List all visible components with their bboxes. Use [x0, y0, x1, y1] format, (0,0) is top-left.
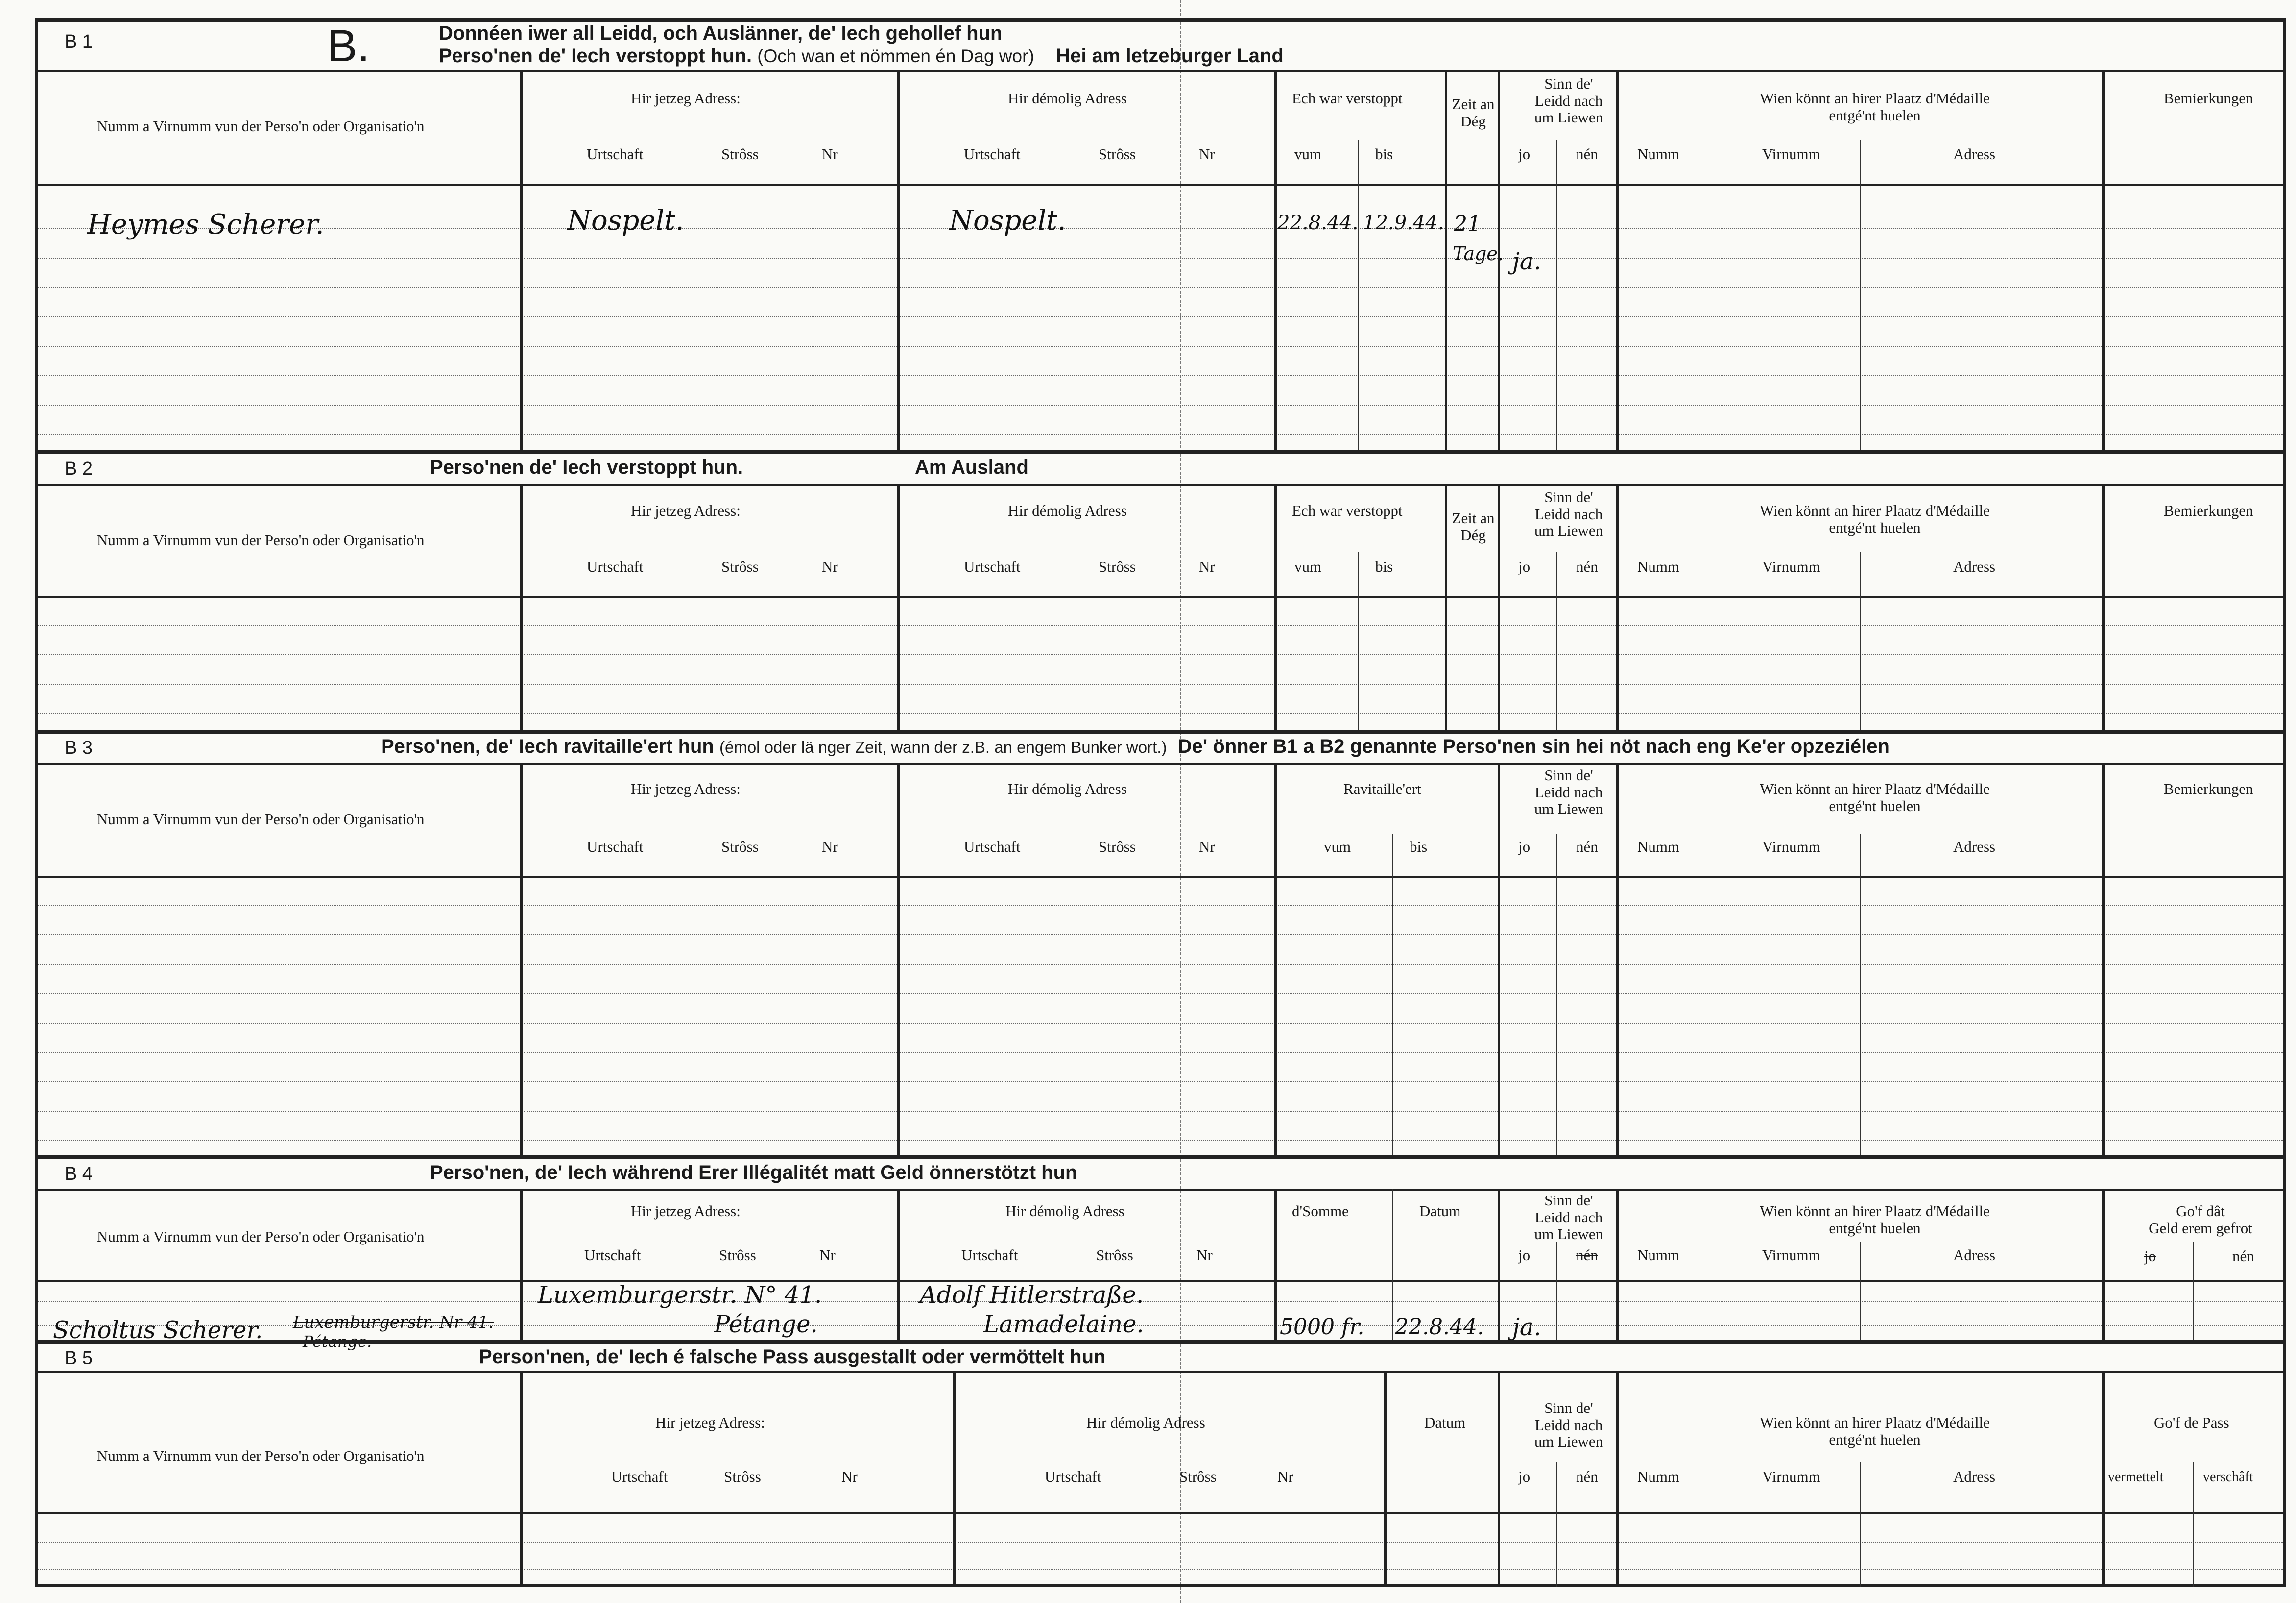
col-thin [1392, 834, 1393, 1155]
b3-title [381, 736, 1889, 758]
b4-title: Perso'nen, de' Iech während Erer Illégalitét matt Geld önnerstötzt hun [430, 1162, 1077, 1183]
b3-row-line [38, 1052, 2283, 1053]
b1-title-line1: Donnéen iwer all Leidd, och Auslänner, de' Iech gehollef hun [439, 23, 1003, 44]
b5-hdr-former-addr: Hir démolig Adress [1086, 1414, 1205, 1431]
b2-hdr-former-number: Nr [1199, 558, 1215, 575]
b4-hdr-former-addr: Hir démolig Adress [1005, 1202, 1124, 1220]
b1-hdr-days: Zeit an Dég [1452, 96, 1495, 130]
b3-hdr-former-addr: Hir démolig Adress [1008, 780, 1127, 797]
b1-hdr-alive [1507, 75, 1630, 126]
b1-header-top [38, 70, 2283, 72]
b3-hdr-former-locality: Urtschaft [964, 838, 1021, 855]
b1-row-line [38, 405, 2283, 406]
b1-hdr-m-addr: Adress [1953, 145, 1996, 163]
b1-big-letter: B. [327, 21, 370, 71]
col-divider [897, 484, 900, 730]
b3-hdr-to: bis [1410, 838, 1428, 855]
b5-row-line [38, 1542, 2283, 1543]
b5-header-bottom [38, 1512, 2283, 1514]
b3-section-id: B 3 [65, 738, 93, 758]
b5-hdr-yes: jo [1518, 1468, 1531, 1485]
b1-hdr-former-street: Strôss [1099, 145, 1136, 163]
b5-hdr-number: Nr [841, 1468, 858, 1485]
b5-hdr-former-number: Nr [1277, 1468, 1293, 1485]
col-thin [1556, 552, 1557, 730]
b3-title-b: (émol oder lä nger Zeit, wann der z.B. an engem Bunker wort.) [719, 738, 1167, 756]
b1-entry-days-unit: Tage. [1453, 243, 1504, 264]
b3-row-line [38, 1140, 2283, 1141]
b2-row-line [38, 625, 2283, 626]
b1-hdr-alive-3: um Liewen [1534, 109, 1603, 126]
b5-header-top [38, 1371, 2283, 1373]
b4-hdr-gift [2115, 1203, 2286, 1237]
b5-hdr-pass-made: verschâft [2203, 1469, 2253, 1484]
b2-hdr-from: vum [1294, 558, 1322, 575]
b4-entry-name-struck: Luxemburgerstr. Nr 41. [293, 1313, 494, 1332]
col-divider [1616, 70, 1619, 450]
b4-hdr-gift-no: nén [2232, 1247, 2254, 1265]
b2-hdr-medal [1640, 502, 2110, 536]
col-thin [1556, 1462, 1557, 1587]
b5-hdr-no: nén [1576, 1468, 1598, 1485]
col-thin [1392, 1189, 1393, 1340]
col-divider [1445, 70, 1447, 450]
b4-header-bottom [38, 1280, 2283, 1282]
col-thin [1556, 1242, 1557, 1340]
b5-hdr-alive [1507, 1400, 1630, 1451]
b5-title: Person'nen, de' Iech é falsche Pass ausgestallt oder vermöttelt hun [479, 1346, 1106, 1367]
col-divider [1274, 763, 1277, 1155]
b3-hdr-remarks: Bemierkungen [2164, 780, 2253, 797]
col-divider [1274, 484, 1277, 730]
b2-hdr-m-name: Numm [1637, 558, 1680, 575]
b3-row-line [38, 1023, 2283, 1024]
col-divider [1274, 70, 1277, 450]
col-divider [520, 763, 523, 1155]
b3-title-c: De' önner B1 a B2 genannte Perso'nen sin hei nöt nach eng Ke'er opzeziélen [1177, 736, 1889, 757]
b3-hdr-former-street: Strôss [1099, 838, 1136, 855]
b5-hdr-locality: Urtschaft [611, 1468, 668, 1485]
b1-hdr-former-number: Nr [1199, 145, 1215, 163]
b5-section-id: B 5 [65, 1348, 93, 1368]
b1-entry-name: Heymes Scherer. [87, 209, 324, 240]
b3-hdr-number: Nr [822, 838, 838, 855]
b1-hdr-medal-2: entgé'nt huelen [1829, 106, 1921, 124]
b3-hdr-street: Strôss [721, 838, 759, 855]
b2-hdr-alive [1507, 489, 1630, 540]
b1-entry-days: 21 [1454, 212, 1481, 237]
col-divider [1616, 1371, 1619, 1587]
b3-header-top [38, 763, 2283, 765]
b5-hdr-former-street: Strôss [1179, 1468, 1217, 1485]
col-thin [2193, 1242, 2194, 1340]
b5-hdr-m-name: Numm [1637, 1468, 1680, 1485]
b1-hdr-locality: Urtschaft [587, 145, 644, 163]
col-divider [1616, 484, 1619, 730]
b1-hdr-yes: jo [1518, 145, 1531, 163]
b3-title-a: Perso'nen, de' Iech ravitaille'ert hun [381, 736, 714, 757]
col-thin [1860, 834, 1861, 1155]
col-divider [1616, 763, 1619, 1155]
b2-title-a: Perso'nen de' Iech verstoppt hun. [430, 456, 743, 478]
b4-hdr-date: Datum [1419, 1202, 1461, 1220]
b1-row-line [38, 228, 2283, 229]
b2-top-border [38, 450, 2283, 454]
b2-hdr-alive-3: um Liewen [1534, 522, 1603, 540]
b4-row-line [38, 1301, 2283, 1302]
b2-hdr-m-addr: Adress [1953, 558, 1996, 575]
b3-hdr-from: vum [1324, 838, 1351, 855]
b2-hdr-no: nén [1576, 558, 1598, 575]
b2-hdr-street: Strôss [721, 558, 759, 575]
col-divider [897, 1189, 900, 1340]
b3-row-line [38, 993, 2283, 994]
b4-hdr-m-name: Numm [1637, 1246, 1680, 1264]
b4-entry-current-addr-2: Pétange. [714, 1311, 818, 1338]
b1-top-border [38, 18, 2283, 22]
b3-header-bottom [38, 876, 2283, 878]
b4-hdr-medal [1640, 1203, 2110, 1237]
b2-hdr-days: Zeit an Dég [1452, 509, 1495, 544]
col-divider [2102, 70, 2105, 450]
b2-hdr-remarks: Bemierkungen [2164, 502, 2253, 519]
b4-hdr-alive-3: um Liewen [1534, 1225, 1603, 1243]
b1-hdr-alive-2: Leidd nach [1534, 92, 1603, 109]
b3-hdr-medal [1640, 781, 2110, 814]
col-divider [1384, 1371, 1387, 1587]
b1-hdr-former-locality: Urtschaft [964, 145, 1021, 163]
col-divider [897, 70, 900, 450]
col-divider [897, 763, 900, 1155]
b2-header-top [38, 484, 2283, 486]
b4-entry-date: 22.8.44. [1395, 1315, 1484, 1340]
b3-hdr-medal-2: entgé'nt huelen [1829, 797, 1921, 814]
b1-section-id: B 1 [65, 31, 93, 52]
col-divider [2102, 763, 2105, 1155]
b4-hdr-gift-yes: jo [2144, 1247, 2156, 1265]
b3-hdr-ravit: Ravitaille'ert [1343, 780, 1421, 797]
b5-hdr-m-addr: Adress [1953, 1468, 1996, 1485]
col-divider [2102, 484, 2105, 730]
b1-hdr-medal [1640, 90, 2110, 124]
b1-hdr-number: Nr [822, 145, 838, 163]
b1-hdr-alive-1: Sinn de' [1544, 75, 1593, 92]
b4-hdr-locality: Urtschaft [584, 1246, 641, 1264]
b3-hdr-no: nén [1576, 838, 1598, 855]
b2-hdr-current-addr: Hir jetzeg Adress: [631, 502, 741, 519]
b1-row-line [38, 434, 2283, 435]
col-divider [520, 70, 523, 450]
b4-entry-alive: ja. [1512, 1314, 1541, 1341]
col-thin [1556, 140, 1557, 450]
b1-title-c: Hei am letzeburger Land [1056, 45, 1284, 67]
b4-entry-former-addr-2: Lamadelaine. [983, 1311, 1144, 1338]
b4-entry-former-addr-1: Adolf Hitlerstraße. [920, 1281, 1144, 1309]
b3-hdr-medal-1: Wien könnt an hirer Plaatz d'Médaille [1759, 780, 1990, 797]
col-divider [953, 1371, 956, 1587]
b1-hdr-from: vum [1294, 145, 1322, 163]
b4-hdr-gift-1: Go'f dât [2176, 1202, 2225, 1220]
col-divider [1274, 1189, 1277, 1340]
b5-hdr-pass-given: vermettelt [2108, 1469, 2164, 1484]
b4-entry-current-addr-1: Luxemburgerstr. N° 41. [538, 1281, 822, 1309]
col-divider [2102, 1371, 2105, 1587]
b1-entry-alive: ja. [1512, 248, 1541, 275]
b5-hdr-name: Numm a Virnumm vun der Perso'n oder Organisatio'n [97, 1447, 425, 1464]
b3-hdr-current-addr: Hir jetzeg Adress: [631, 780, 741, 797]
col-thin [1860, 1242, 1861, 1340]
b3-hdr-m-addr: Adress [1953, 838, 1996, 855]
b4-header-top [38, 1189, 2283, 1191]
b1-entry-to: 12.9.44. [1363, 212, 1444, 234]
col-thin [1860, 1462, 1861, 1587]
b1-hdr-to: bis [1375, 145, 1393, 163]
b2-hdr-to: bis [1375, 558, 1393, 575]
b4-section-id: B 4 [65, 1164, 93, 1184]
b1-row-line [38, 316, 2283, 317]
b1-hdr-m-first: Virnumm [1762, 145, 1820, 163]
b4-hdr-medal-2: entgé'nt huelen [1829, 1219, 1921, 1237]
b4-hdr-current-addr: Hir jetzeg Adress: [631, 1202, 741, 1220]
b1-hdr-remarks: Bemierkungen [2164, 90, 2253, 107]
col-divider [1498, 1371, 1500, 1587]
b5-hdr-alive-1: Sinn de' [1544, 1399, 1593, 1416]
b4-hdr-number: Nr [819, 1246, 836, 1264]
b1-entry-former-locality: Nospelt. [949, 205, 1066, 237]
b1-title-line2 [439, 45, 1284, 67]
b4-hdr-no: nén [1576, 1246, 1598, 1264]
b5-hdr-street: Strôss [724, 1468, 761, 1485]
b5-hdr-date: Datum [1424, 1414, 1466, 1431]
b2-hdr-m-first: Virnumm [1762, 558, 1820, 575]
b1-hdr-current-addr: Hir jetzeg Adress: [631, 90, 741, 107]
b4-hdr-gift-2: Geld erem gefrot [2149, 1219, 2252, 1237]
b4-hdr-medal-1: Wien könnt an hirer Plaatz d'Médaille [1759, 1202, 1990, 1220]
b2-hdr-yes: jo [1518, 558, 1531, 575]
b1-title-a: Perso'nen de' Iech verstoppt hun. [439, 45, 752, 67]
b4-hdr-street: Strôss [719, 1246, 756, 1264]
b3-row-line [38, 1081, 2283, 1082]
b2-hdr-former-addr: Hir démolig Adress [1008, 502, 1127, 519]
b2-hdr-locality: Urtschaft [587, 558, 644, 575]
b2-hdr-former-street: Strôss [1099, 558, 1136, 575]
b3-hdr-alive-3: um Liewen [1534, 800, 1603, 818]
b2-row-line [38, 654, 2283, 655]
col-thin [2193, 1462, 2194, 1587]
b2-hdr-alive-1: Sinn de' [1544, 488, 1593, 505]
col-divider [2102, 1189, 2105, 1340]
b5-hdr-former-locality: Urtschaft [1045, 1468, 1101, 1485]
col-divider [1616, 1189, 1619, 1340]
b3-hdr-name: Numm a Virnumm vun der Perso'n oder Organisatio'n [97, 811, 425, 828]
b2-title-b: Am Ausland [915, 456, 1028, 478]
b2-hdr-number: Nr [822, 558, 838, 575]
col-thin [1556, 834, 1557, 1155]
col-divider [1498, 70, 1500, 450]
b2-hdr-name: Numm a Virnumm vun der Perso'n oder Organisatio'n [97, 531, 425, 549]
col-thin [1860, 140, 1861, 450]
b4-hdr-former-street: Strôss [1096, 1246, 1133, 1264]
b1-title-b: (Och wan et nömmen én Dag wor) [757, 46, 1034, 66]
b4-hdr-name: Numm a Virnumm vun der Perso'n oder Organisatio'n [97, 1228, 425, 1245]
b2-row-line [38, 713, 2283, 714]
b4-hdr-former-locality: Urtschaft [961, 1246, 1018, 1264]
b2-hdr-medal-1: Wien könnt an hirer Plaatz d'Médaille [1759, 502, 1990, 519]
b1-row-line [38, 258, 2283, 259]
col-divider [1498, 763, 1500, 1155]
b5-top-border [38, 1340, 2283, 1344]
b1-hdr-medal-1: Wien könnt an hirer Plaatz d'Médaille [1759, 90, 1990, 107]
b1-row-line [38, 287, 2283, 288]
b4-hdr-former-number: Nr [1196, 1246, 1213, 1264]
b5-hdr-m-first: Virnumm [1762, 1468, 1820, 1485]
b3-top-border [38, 730, 2283, 734]
b5-hdr-pass: Go'f de Pass [2154, 1414, 2229, 1431]
b1-hdr-m-name: Numm [1637, 145, 1680, 163]
b2-hdr-medal-2: entgé'nt huelen [1829, 519, 1921, 536]
b2-header-bottom [38, 596, 2283, 598]
b1-row-line [38, 346, 2283, 347]
col-divider [520, 1371, 523, 1587]
b3-hdr-locality: Urtschaft [587, 838, 644, 855]
b4-top-border [38, 1155, 2283, 1159]
col-divider [520, 484, 523, 730]
b4-hdr-sum: d'Somme [1292, 1202, 1349, 1220]
b1-entry-current-locality: Nospelt. [567, 205, 684, 237]
b2-hdr-former-locality: Urtschaft [964, 558, 1021, 575]
b2-hdr-alive-2: Leidd nach [1534, 505, 1603, 523]
col-divider [1445, 484, 1447, 730]
b3-row-line [38, 905, 2283, 906]
b3-row-line [38, 934, 2283, 935]
b1-entry-from: 22.8.44. [1277, 212, 1359, 234]
col-divider [1498, 484, 1500, 730]
b1-row-line [38, 375, 2283, 376]
b3-hdr-alive [1507, 767, 1630, 818]
b1-hdr-hidden: Ech war verstoppt [1292, 90, 1403, 107]
b3-hdr-former-number: Nr [1199, 838, 1215, 855]
b1-hdr-no: nén [1576, 145, 1598, 163]
b3-row-line [38, 1111, 2283, 1112]
col-divider [520, 1189, 523, 1340]
b5-row-line [38, 1569, 2283, 1570]
b5-hdr-medal-2: entgé'nt huelen [1829, 1431, 1921, 1448]
b5-hdr-alive-2: Leidd nach [1534, 1416, 1603, 1434]
col-divider [1498, 1189, 1500, 1340]
col-thin [1358, 552, 1359, 730]
b2-section-id: B 2 [65, 458, 93, 479]
b2-row-line [38, 684, 2283, 685]
b3-hdr-m-name: Numm [1637, 838, 1680, 855]
b1-hdr-former-addr: Hir démolig Adress [1008, 90, 1127, 107]
b5-hdr-current-addr: Hir jetzeg Adress: [655, 1414, 765, 1431]
b4-hdr-alive [1507, 1192, 1630, 1243]
b4-entry-sum: 5000 fr. [1280, 1315, 1364, 1340]
b2-hdr-hidden: Ech war verstoppt [1292, 502, 1403, 519]
b3-hdr-alive-2: Leidd nach [1534, 783, 1603, 801]
b4-hdr-m-first: Virnumm [1762, 1246, 1820, 1264]
b3-hdr-yes: jo [1518, 838, 1531, 855]
b4-hdr-alive-1: Sinn de' [1544, 1192, 1593, 1209]
b5-hdr-alive-3: um Liewen [1534, 1433, 1603, 1451]
b4-hdr-alive-2: Leidd nach [1534, 1208, 1603, 1226]
b1-hdr-street: Strôss [721, 145, 759, 163]
form-page [35, 18, 2286, 1587]
col-thin [1358, 140, 1359, 450]
b5-hdr-medal [1640, 1414, 2110, 1448]
b4-entry-name: Scholtus Scherer. [53, 1316, 263, 1344]
b3-hdr-alive-1: Sinn de' [1544, 766, 1593, 784]
col-thin [1860, 552, 1861, 730]
b4-hdr-yes: jo [1518, 1246, 1531, 1264]
b3-row-line [38, 964, 2283, 965]
b3-hdr-m-first: Virnumm [1762, 838, 1820, 855]
b1-hdr-name: Numm a Virnumm vun der Perso'n oder Organisatio'n [97, 118, 425, 135]
b1-header-bottom [38, 184, 2283, 186]
b4-entry-name-struck-2: Pétange. [303, 1332, 372, 1351]
b5-hdr-medal-1: Wien könnt an hirer Plaatz d'Médaille [1759, 1414, 1990, 1431]
b4-hdr-m-addr: Adress [1953, 1246, 1996, 1264]
